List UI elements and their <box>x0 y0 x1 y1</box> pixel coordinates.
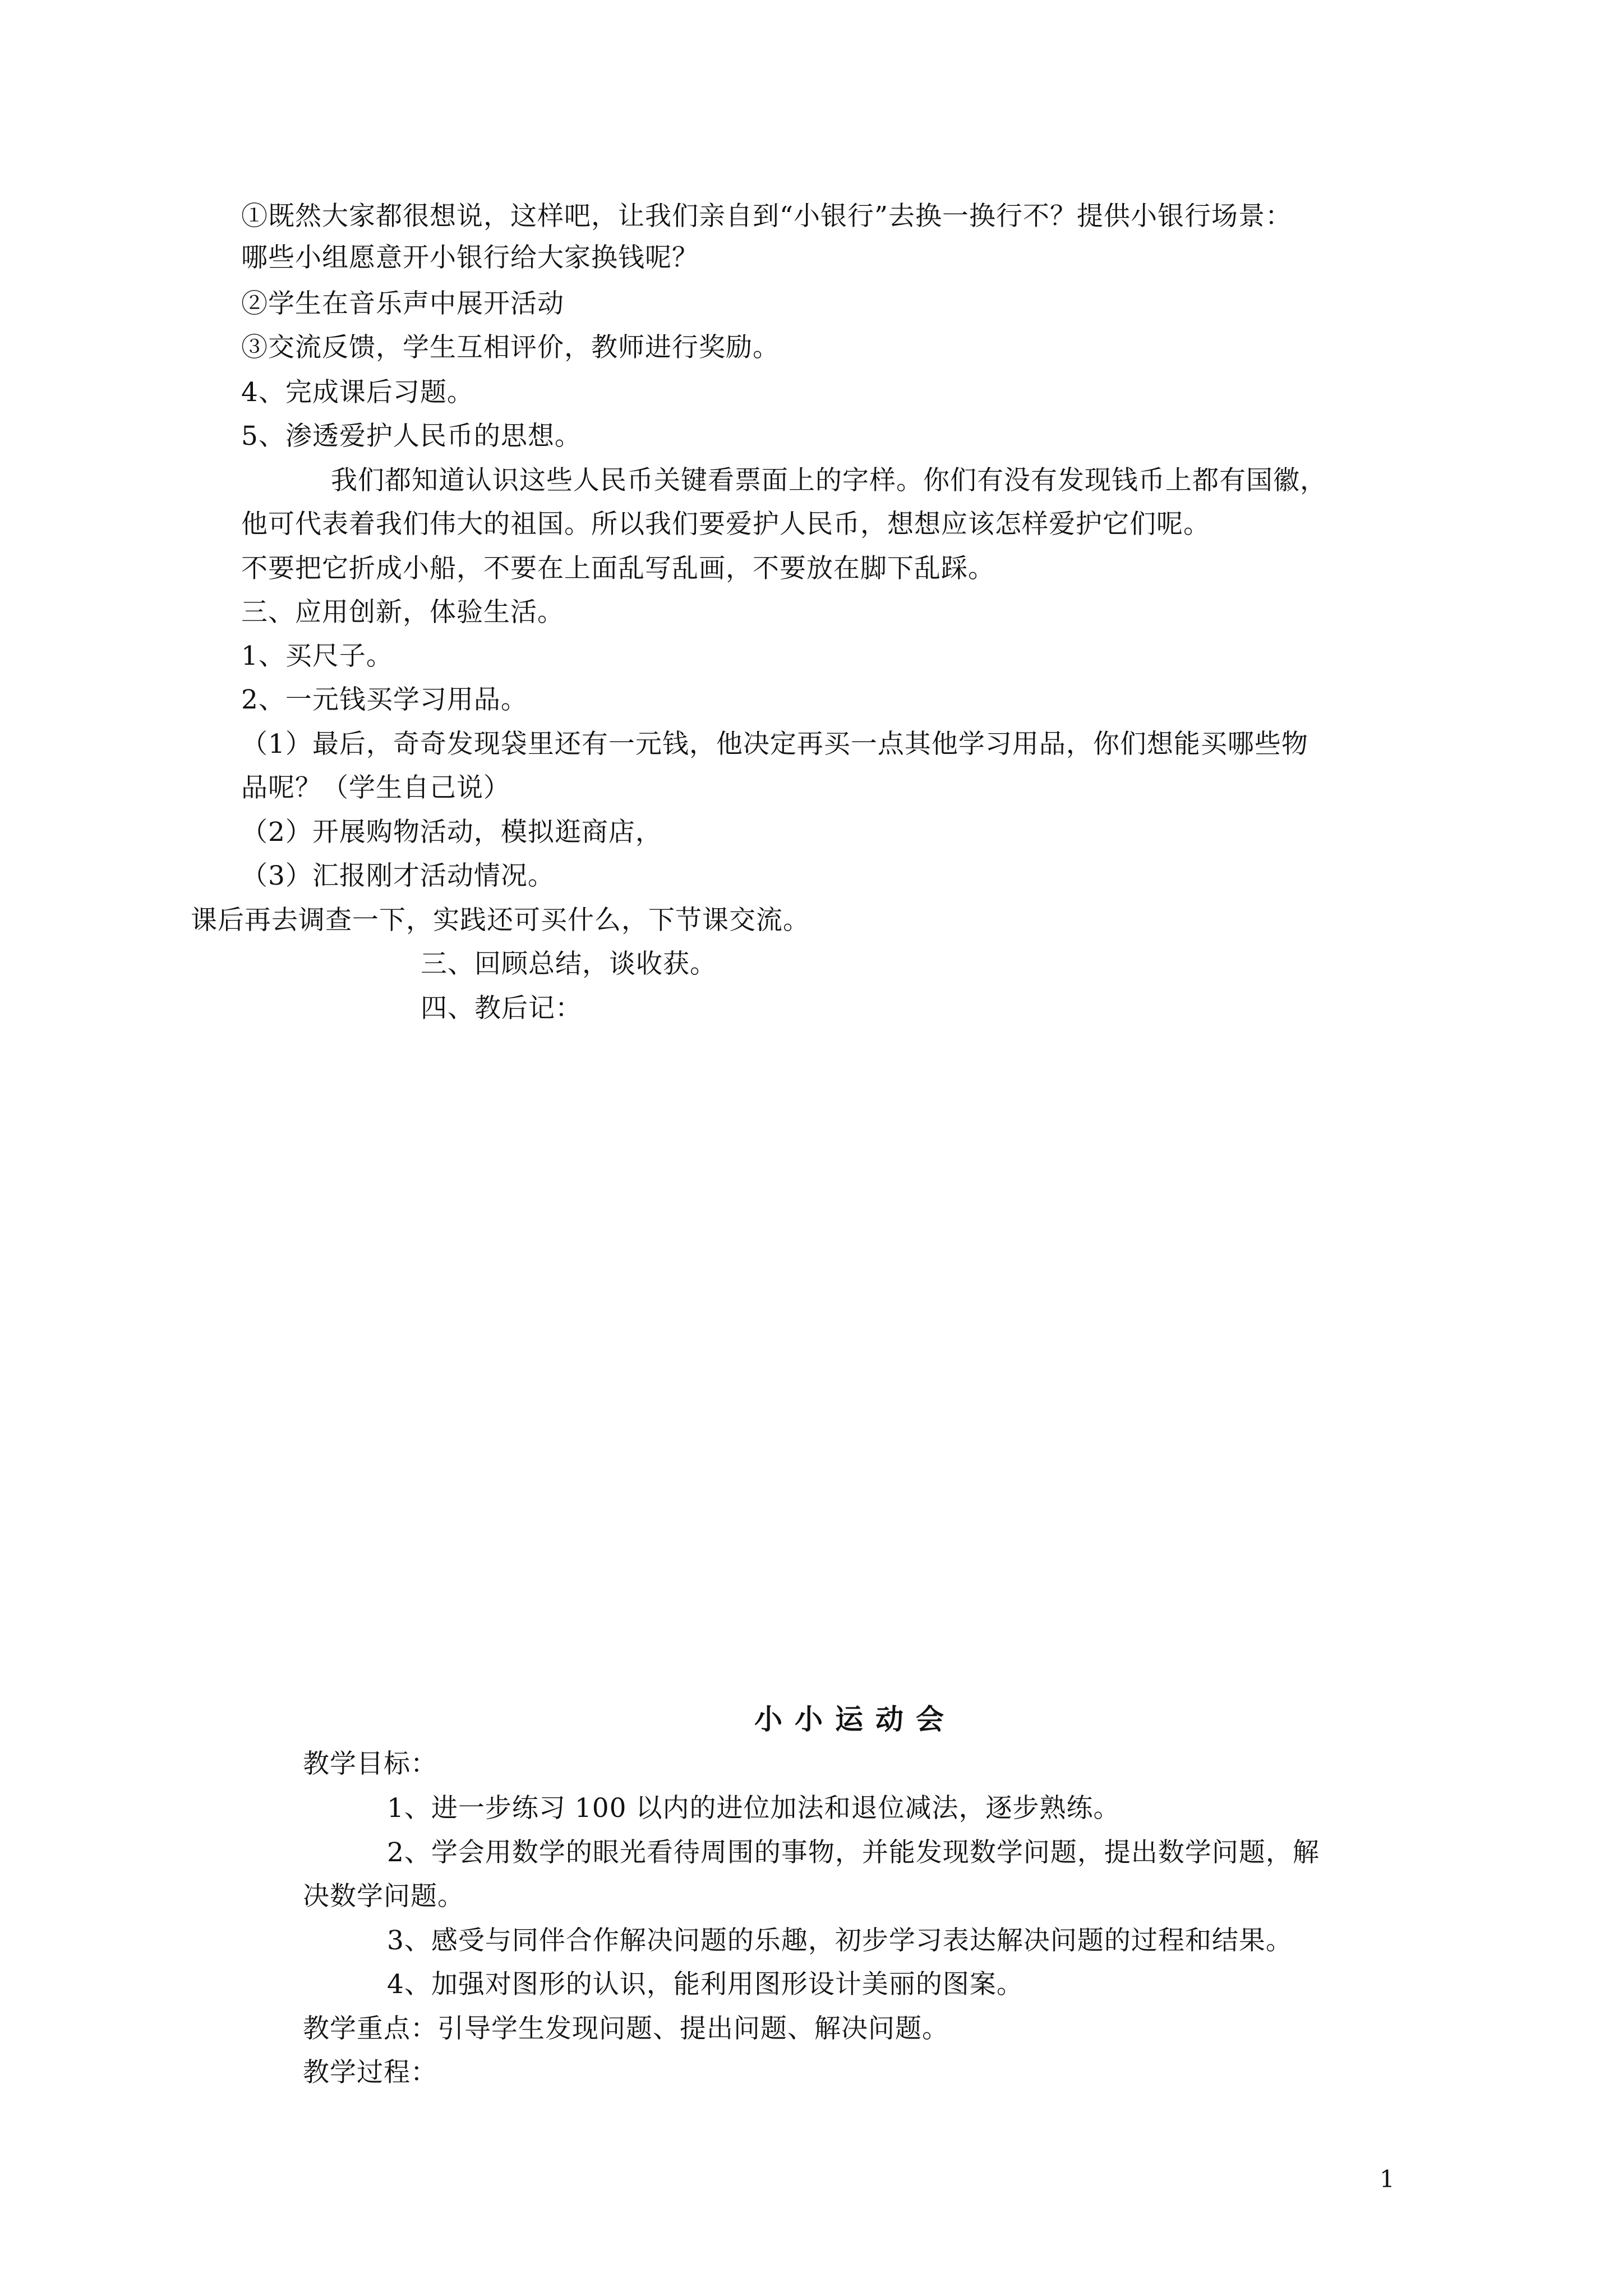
item-2-line: （2）开展购物活动，模拟逛商店， <box>241 817 662 848</box>
paragraph-line-1: 我们都知道认识这些人民币关键看票面上的字样。你们有没有发现钱币上都有国徽， <box>331 465 1327 496</box>
goals-label: 教学目标： <box>303 1749 437 1779</box>
buy-supplies-line: 2、一元钱买学习用品。 <box>241 684 528 715</box>
music-activity-line: ②学生在音乐声中展开活动 <box>241 288 564 319</box>
bank-question-line: 哪些小组愿意开小银行给大家换钱呢？ <box>241 242 699 273</box>
lesson-title: 小小运动会 <box>754 1703 956 1736</box>
cherish-money-line: 5、渗透爱护人民币的思想。 <box>241 421 582 452</box>
goal-1-line: 1、进一步练习 100 以内的进位加法和退位减法，逐步熟练。 <box>387 1793 1121 1824</box>
item-3-line: （3）汇报刚才活动情况。 <box>241 861 555 891</box>
notes-heading: 四、教后记： <box>421 993 582 1024</box>
review-heading: 三、回顾总结，谈收获。 <box>421 949 717 979</box>
focus-line: 教学重点：引导学生发现问题、提出问题、解决问题。 <box>303 2013 949 2044</box>
page-number: 1 <box>1380 2165 1395 2193</box>
paragraph-line-3: 不要把它折成小船，不要在上面乱写乱画，不要放在脚下乱踩。 <box>241 553 995 584</box>
item-1-line-b: 品呢？（学生自己说） <box>241 772 510 803</box>
bank-activity-line: ①既然大家都很想说，这样吧，让我们亲自到“小银行”去换一换行不？提供小银行场景： <box>241 201 1293 232</box>
buy-ruler-line: 1、买尺子。 <box>241 641 393 671</box>
goal-2-line-b: 决数学问题。 <box>303 1881 464 1912</box>
after-class-line: 课后再去调查一下，实践还可买什么，下节课交流。 <box>191 905 810 936</box>
apply-heading: 三、应用创新，体验生活。 <box>241 597 564 628</box>
process-label: 教学过程： <box>303 2057 437 2088</box>
feedback-line: ③交流反馈，学生互相评价，教师进行奖励。 <box>241 332 780 363</box>
paragraph-line-2: 他可代表着我们伟大的祖国。所以我们要爱护人民币，想想应该怎样爱护它们呢。 <box>241 509 1210 540</box>
goal-3-line: 3、感受与同伴合作解决问题的乐趣，初步学习表达解决问题的过程和结果。 <box>387 1925 1293 1956</box>
goal-4-line: 4、加强对图形的认识，能利用图形设计美丽的图案。 <box>387 1969 1023 2000</box>
exercise-line: 4、完成课后习题。 <box>241 377 474 408</box>
item-1-line-a: （1）最后，奇奇发现袋里还有一元钱，他决定再买一点其他学习用品，你们想能买哪些物 <box>241 729 1308 760</box>
goal-2-line-a: 2、学会用数学的眼光看待周围的事物，并能发现数学问题，提出数学问题，解 <box>387 1837 1320 1868</box>
